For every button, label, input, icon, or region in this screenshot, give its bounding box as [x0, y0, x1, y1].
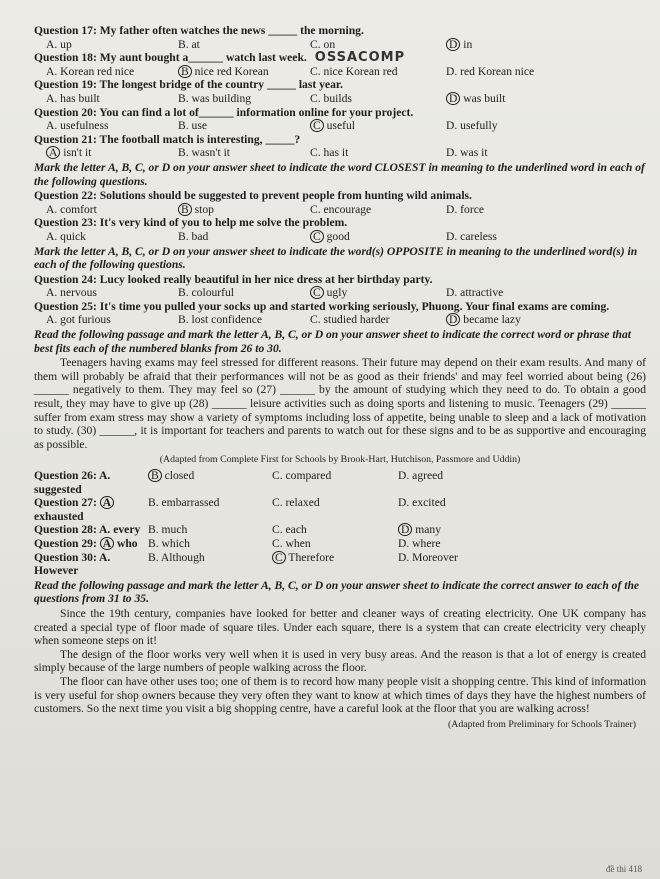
answer-option[interactable]: D became lazy	[446, 313, 646, 327]
answer-option[interactable]: B stop	[178, 203, 310, 217]
answer-option[interactable]: B. much	[148, 523, 188, 537]
question	[34, 78, 646, 105]
answer-option[interactable]: C. studied harder	[310, 313, 390, 327]
option-row	[34, 313, 646, 327]
answer-option[interactable]: D. usefully	[446, 119, 498, 133]
answer-option[interactable]: A. got furious	[46, 313, 111, 327]
instruction-cloze: Read the following passage and mark the letter A, B, C, or D on your answer sheet to indicate the correct word or phrase that best fits each of the numbered blanks from 26 to 30.	[34, 328, 632, 355]
answer-option[interactable]: C. nice Korean red	[310, 64, 398, 78]
option-row	[34, 92, 646, 106]
question-stem: Question 20: You can find a lot of______ information online for your project.	[34, 105, 414, 119]
circled-letter: D	[446, 92, 460, 105]
q-block-1	[34, 24, 646, 160]
blank-questions	[34, 469, 646, 578]
answer-option[interactable]: C. compared	[272, 469, 332, 482]
blank-question-row	[34, 523, 646, 537]
answer-option[interactable]: D many	[398, 523, 522, 537]
q-block-2	[34, 189, 646, 243]
answer-option[interactable]: C. encourage	[310, 202, 372, 216]
answer-option[interactable]: A. nervous	[46, 286, 97, 300]
circled-letter: C	[272, 551, 286, 564]
option-row	[34, 146, 646, 160]
blank-question-row	[34, 551, 646, 578]
answer-option[interactable]: D. where	[398, 536, 441, 550]
option-row	[34, 230, 646, 244]
question	[34, 106, 646, 133]
answer-option[interactable]: B. was building	[178, 91, 252, 105]
reading-paragraph: The floor can have other uses too; one of them is to record how many people visit a shopping centre. This kind of information is very useful for shop owners because they very often they want to know at which times of days they have the highest numbers of customers. So the next time you visit a big shopping centre, have a careful look at the floor that you are walking across!	[34, 674, 646, 716]
question	[34, 300, 646, 327]
circled-letter: C	[310, 119, 324, 132]
reading-paragraph: The design of the floor works very well when it is used in very busy areas. And the reason is that a lot of energy is created simply because of the large numbers of people walking across the floor.	[34, 647, 646, 675]
question-stem: Question 25: It's time you pulled your socks up and started working seriously, Phuong. Your final exams are coming.	[34, 299, 610, 313]
source-cloze: (Adapted from Complete First for Schools by Brook-Hart, Hutchison, Passmore and Uddin)	[159, 454, 521, 466]
circled-letter: D	[398, 523, 412, 536]
question-label: Question 28: A. every	[34, 523, 141, 537]
answer-option[interactable]: C. relaxed	[272, 496, 320, 510]
source-reading: (Adapted from Preliminary for Schools Trainer)	[447, 718, 636, 730]
instruction-reading: Read the following passage and mark the letter A, B, C, or D on your answer sheet to indicate the correct answer to each of the questions from 31 to 35.	[34, 578, 640, 606]
circled-letter: A	[100, 537, 114, 550]
question-stem: Question 22: Solutions should be suggested to prevent people from hunting wild animals.	[34, 189, 472, 203]
question-label[interactable]: Question 29: A who	[34, 536, 138, 550]
answer-option[interactable]: D. Moreover	[398, 550, 458, 564]
answer-option[interactable]: B. at	[178, 37, 200, 51]
answer-option[interactable]: D was built	[446, 92, 646, 106]
answer-option[interactable]: D. force	[446, 202, 484, 216]
blank-question-row	[34, 469, 646, 496]
answer-option[interactable]: A isn't it	[46, 146, 178, 160]
instruction-opposite: Mark the letter A, B, C, or D on your answer sheet to indicate the word(s) OPPOSITE in meaning to the underlined word(s) in each of the following questions.	[34, 244, 638, 272]
question-label: Question 30: A. However	[34, 550, 111, 578]
answer-option[interactable]: B. which	[148, 536, 190, 550]
answer-option[interactable]: A. comfort	[46, 202, 97, 216]
question-label: Question 26: A. suggested	[34, 469, 111, 496]
answer-option[interactable]: D. agreed	[398, 469, 444, 482]
circled-letter: C	[310, 286, 324, 299]
circled-letter: A	[100, 496, 114, 509]
q-block-3	[34, 273, 646, 327]
answer-option[interactable]: A. has built	[46, 91, 100, 105]
answer-option[interactable]: D. attractive	[446, 286, 504, 300]
option-row	[34, 286, 646, 300]
answer-option[interactable]: D. careless	[446, 229, 497, 243]
reading-paragraph: Since the 19th century, companies have looked for better and cleaner ways of creating electricity. One UK company has created a special type of floor made of square tiles. Under each square, there is a system that can create electricity very cheaply when someone steps on it!	[34, 606, 646, 648]
question-stem: Question 19: The longest bridge of the country _____ last year.	[34, 78, 343, 92]
option-row	[34, 65, 646, 79]
answer-option[interactable]: B. use	[178, 119, 207, 133]
question-label[interactable]: Question 27: A exhausted	[34, 496, 148, 523]
circled-letter: B	[148, 469, 162, 482]
answer-option[interactable]: C. has it	[310, 146, 349, 160]
instruction-closest: Mark the letter A, B, C, or D on your answer sheet to indicate the word CLOSEST in meaning to the underlined word in each of the following questions.	[34, 160, 645, 188]
answer-option[interactable]: D. excited	[398, 496, 446, 510]
question	[34, 51, 646, 78]
answer-option[interactable]: C. each	[272, 523, 307, 537]
answer-option[interactable]: C good	[310, 230, 446, 244]
answer-option[interactable]: B. lost confidence	[178, 313, 263, 327]
answer-option[interactable]: B nice red Korean	[178, 65, 310, 79]
question	[34, 133, 646, 160]
answer-option[interactable]: D in	[446, 38, 646, 52]
answer-option[interactable]: D. red Korean nice	[446, 64, 535, 78]
answer-option[interactable]: A. usefulness	[46, 119, 109, 133]
circled-letter: D	[446, 38, 460, 51]
question	[34, 216, 646, 243]
answer-option[interactable]: A. Korean red nice	[46, 64, 135, 78]
question-stem: Question 17: My father often watches the news _____ the morning.	[34, 24, 364, 37]
blank-question-row	[34, 496, 646, 523]
circled-letter: D	[446, 313, 460, 326]
passage-reading	[34, 607, 646, 716]
blank-question-row	[34, 537, 646, 551]
answer-option[interactable]: C Therefore	[272, 551, 398, 578]
exam-code: đề thi 418	[606, 864, 642, 875]
question	[34, 273, 646, 300]
answer-option[interactable]: B. Although	[148, 550, 205, 564]
circled-letter: C	[310, 230, 324, 243]
question	[34, 189, 646, 216]
answer-option[interactable]: B closed	[148, 469, 272, 496]
circled-letter: B	[178, 65, 192, 78]
answer-option[interactable]: B. embarrassed	[148, 496, 220, 510]
answer-option[interactable]: B. wasn't it	[178, 146, 231, 160]
question-stem: Question 24: Lucy looked really beautiful in her nice dress at her birthday party.	[34, 272, 433, 286]
answer-option[interactable]: C ugly	[310, 286, 446, 300]
answer-option[interactable]: B. colourful	[178, 286, 235, 300]
answer-option[interactable]: C. when	[272, 536, 311, 550]
option-row	[34, 119, 646, 133]
passage-cloze: Teenagers having exams may feel stressed for different reasons. Their future may depend on their exam results. And many of them will probably be afraid that their performances will not be as good as their friends' and may feel worried about being (26) ______ negatively to them. They may feel so (27) ______ by the amount of studying which they need to do. To obtain a good result, they may have to give up (28) ______ leisure activities such as doing sports and listening to music. Teenagers (29) ______ suffer from exam stress may show a variety of symptoms including loss of appetite, being unable to sleep and a lack of motivation to study. (30) ______, it is important for teachers and parents to watch out for these signs and to be as supportive and encouraging as possible.	[34, 356, 646, 451]
answer-option[interactable]: A. up	[46, 37, 72, 51]
circled-letter: A	[46, 146, 60, 159]
answer-option[interactable]: B. bad	[178, 229, 209, 243]
answer-option[interactable]: D. was it	[446, 146, 488, 160]
question-stem: Question 18: My aunt bought a______ watch last week. OSSACOMP	[34, 50, 406, 66]
option-row	[34, 38, 646, 52]
circled-letter: B	[178, 203, 192, 216]
answer-option[interactable]: C. builds	[310, 91, 352, 105]
question	[34, 24, 646, 51]
handwritten-note: OSSACOMP	[314, 50, 406, 66]
question-stem: Question 21: The football match is interesting, _____?	[34, 132, 301, 146]
question-stem: Question 23: It's very kind of you to help me solve the problem.	[34, 216, 348, 230]
answer-option[interactable]: A. quick	[46, 229, 86, 243]
option-row	[34, 203, 646, 217]
answer-option[interactable]: C useful	[310, 119, 446, 133]
answer-option[interactable]: C. on	[310, 37, 336, 51]
